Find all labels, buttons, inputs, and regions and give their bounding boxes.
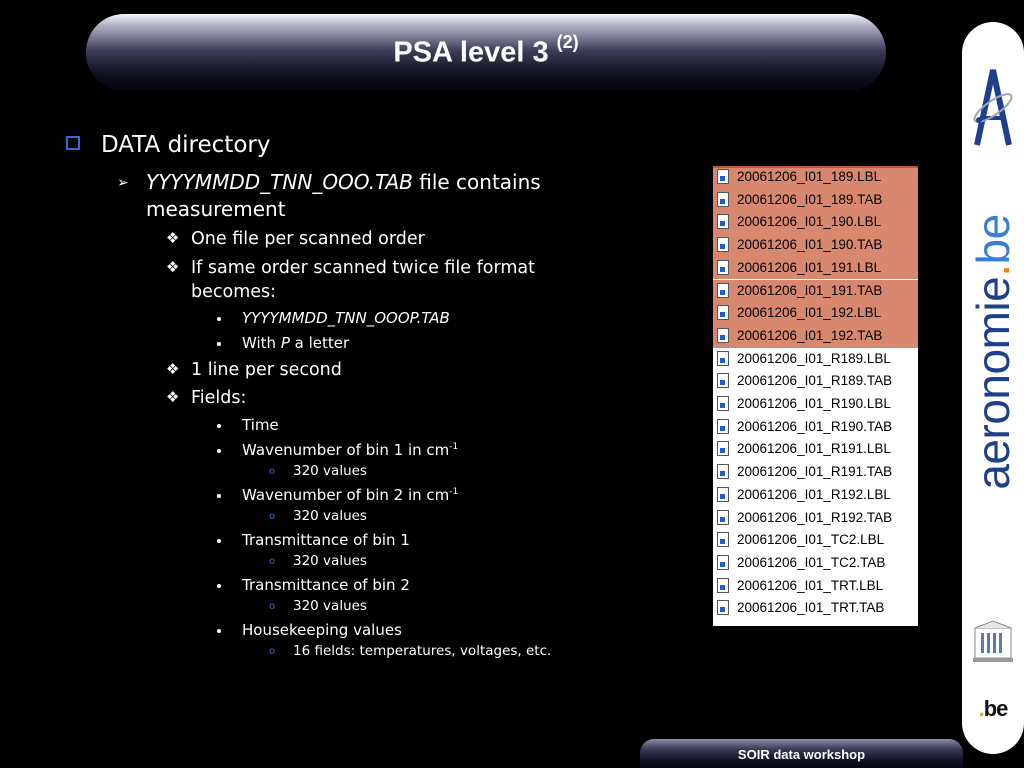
bullet-file-contains-text: file contains bbox=[412, 170, 541, 194]
footer-bar bbox=[640, 739, 963, 768]
title-bar bbox=[86, 14, 886, 91]
bullet-data-directory: DATA directory bbox=[101, 132, 271, 158]
file-list-item[interactable] bbox=[713, 416, 918, 439]
field-wavenumber-bin1 bbox=[242, 441, 458, 459]
diamond-bullet-icon: ❖ bbox=[166, 388, 180, 406]
be-logo bbox=[962, 696, 1024, 722]
file-list-item[interactable] bbox=[713, 507, 918, 530]
circle-bullet-icon: o bbox=[269, 466, 276, 477]
field-wavenumber-bin1-values: 320 values bbox=[293, 463, 367, 479]
circle-bullet-icon: o bbox=[269, 556, 276, 567]
file-icon bbox=[717, 578, 729, 593]
footer-text: SOIR data workshop bbox=[737, 747, 866, 762]
slide-title bbox=[86, 32, 886, 70]
file-list-item[interactable] bbox=[713, 211, 918, 234]
field-transmittance-bin1-values: 320 values bbox=[293, 553, 367, 569]
file-icon bbox=[717, 396, 729, 411]
file-icon bbox=[717, 419, 729, 434]
file-list-item[interactable] bbox=[713, 257, 918, 280]
file-icon bbox=[717, 328, 729, 343]
file-list-item[interactable] bbox=[713, 461, 918, 484]
file-list-item[interactable] bbox=[713, 484, 918, 507]
be-logo-text: be bbox=[983, 696, 1008, 721]
dot-bullet-icon bbox=[217, 449, 221, 453]
file-name: 20061206_I01_TC2.TAB bbox=[737, 554, 886, 570]
brand-sidebar bbox=[962, 22, 1024, 754]
file-name: 20061206_I01_TRT.LBL bbox=[737, 577, 884, 593]
slide-title-text: PSA level 3 bbox=[393, 36, 549, 69]
file-icon bbox=[717, 464, 729, 479]
file-list-item[interactable] bbox=[713, 234, 918, 257]
file-icon bbox=[717, 192, 729, 207]
bullet-oooop-pattern bbox=[242, 309, 450, 327]
bullet-same-order-cont: becomes: bbox=[191, 282, 277, 302]
file-icon bbox=[717, 169, 729, 184]
with-p-pre: With bbox=[242, 334, 281, 352]
file-icon bbox=[717, 532, 729, 547]
file-list bbox=[713, 166, 918, 626]
file-icon bbox=[717, 555, 729, 570]
dot-bullet-icon bbox=[217, 494, 221, 498]
file-name: 20061206_I01_189.TAB bbox=[737, 191, 883, 207]
file-name: 20061206_I01_191.TAB bbox=[737, 282, 883, 298]
diamond-bullet-icon: ❖ bbox=[166, 360, 180, 378]
filename-pattern: YYYYMMDD_TNN_OOO.TAB bbox=[146, 170, 413, 194]
file-icon bbox=[717, 237, 729, 252]
file-list-item[interactable] bbox=[713, 438, 918, 461]
circle-bullet-icon: o bbox=[269, 646, 276, 657]
field-housekeeping-values: 16 fields: temperatures, voltages, etc. bbox=[293, 643, 552, 659]
file-icon bbox=[717, 260, 729, 275]
dot-bullet-icon bbox=[217, 584, 221, 588]
file-list-item[interactable] bbox=[713, 280, 918, 303]
bullet-file-contains bbox=[146, 170, 541, 194]
file-icon bbox=[717, 214, 729, 229]
file-list-item[interactable] bbox=[713, 166, 918, 189]
bullet-line-per-second: 1 line per second bbox=[191, 360, 342, 380]
field-transmittance-bin2: Transmittance of bin 2 bbox=[242, 576, 410, 594]
dot-bullet-icon bbox=[217, 317, 221, 321]
bullet-with-p bbox=[242, 334, 349, 352]
file-icon bbox=[717, 305, 729, 320]
with-p-post: a letter bbox=[289, 334, 350, 352]
file-list-item[interactable] bbox=[713, 302, 918, 325]
file-icon bbox=[717, 510, 729, 525]
file-icon bbox=[717, 351, 729, 366]
dot-bullet-icon bbox=[217, 424, 221, 428]
diamond-bullet-icon: ❖ bbox=[166, 229, 180, 247]
file-list-item[interactable] bbox=[713, 552, 918, 575]
bullet-fields: Fields: bbox=[191, 388, 247, 408]
field-wavenumber-bin2 bbox=[242, 486, 458, 504]
brand-dot: . bbox=[967, 264, 1019, 277]
oooop-pattern-text: YYYYMMDD_TNN_OOOP.TAB bbox=[242, 309, 450, 327]
field-transmittance-bin2-values: 320 values bbox=[293, 598, 367, 614]
arrow-bullet-icon: ➢ bbox=[117, 175, 129, 191]
file-name: 20061206_I01_R190.TAB bbox=[737, 418, 893, 434]
dot-bullet-icon bbox=[217, 629, 221, 633]
file-icon bbox=[717, 600, 729, 615]
file-list-item[interactable] bbox=[713, 597, 918, 620]
file-name: 20061206_I01_189.LBL bbox=[737, 169, 882, 184]
file-name: 20061206_I01_TRT.TAB bbox=[737, 600, 885, 616]
brand-main-text: aeronomie bbox=[967, 276, 1019, 490]
file-list-item[interactable] bbox=[713, 575, 918, 598]
file-name: 20061206_I01_TC2.LBL bbox=[737, 532, 885, 548]
bullet-one-file: One file per scanned order bbox=[191, 229, 425, 249]
file-icon bbox=[717, 373, 729, 388]
brand-suffix-text: be bbox=[967, 214, 1019, 265]
file-list-item[interactable] bbox=[713, 189, 918, 212]
field-wavenumber-bin2-values: 320 values bbox=[293, 508, 367, 524]
circle-bullet-icon: o bbox=[269, 601, 276, 612]
file-list-item[interactable] bbox=[713, 529, 918, 552]
diamond-bullet-icon: ❖ bbox=[166, 258, 180, 276]
file-name: 20061206_I01_190.TAB bbox=[737, 237, 883, 253]
with-p-letter: P bbox=[280, 334, 290, 352]
unit-exponent: -1 bbox=[449, 487, 459, 497]
field-time: Time bbox=[242, 416, 279, 434]
bullet-same-order: If same order scanned twice file format bbox=[191, 258, 536, 278]
circle-bullet-icon: o bbox=[269, 511, 276, 522]
file-name: 20061206_I01_R189.LBL bbox=[737, 350, 891, 366]
aeronomie-logo-icon bbox=[969, 60, 1017, 150]
file-list-item[interactable] bbox=[713, 325, 918, 348]
file-name: 20061206_I01_192.LBL bbox=[737, 305, 882, 321]
file-name: 20061206_I01_190.LBL bbox=[737, 214, 882, 230]
file-name: 20061206_I01_R189.TAB bbox=[737, 373, 893, 389]
file-name: 20061206_I01_R190.LBL bbox=[737, 396, 891, 411]
file-list-item[interactable] bbox=[713, 348, 918, 371]
dot-bullet-icon bbox=[217, 539, 221, 543]
file-name: 20061206_I01_191.LBL bbox=[737, 259, 882, 275]
file-icon bbox=[717, 441, 729, 456]
file-name: 20061206_I01_R192.LBL bbox=[737, 486, 891, 502]
institution-building-icon bbox=[973, 618, 1013, 666]
file-list-item[interactable] bbox=[713, 393, 918, 416]
dot-bullet-icon bbox=[217, 342, 221, 346]
slide-title-superscript: (2) bbox=[556, 32, 579, 52]
file-list-item[interactable] bbox=[713, 370, 918, 393]
field-wavenumber-bin1-text: Wavenumber of bin 1 in cm bbox=[242, 441, 450, 459]
field-transmittance-bin1: Transmittance of bin 1 bbox=[242, 531, 410, 549]
file-name: 20061206_I01_192.TAB bbox=[737, 327, 883, 343]
bullet-file-contains-cont: measurement bbox=[146, 197, 286, 221]
field-wavenumber-bin2-text: Wavenumber of bin 2 in cm bbox=[242, 486, 450, 504]
brand-wordmark bbox=[966, 214, 1020, 489]
file-icon bbox=[717, 487, 729, 502]
checkbox-bullet-icon bbox=[66, 136, 80, 150]
file-name: 20061206_I01_R192.TAB bbox=[737, 509, 893, 525]
unit-exponent: -1 bbox=[449, 442, 459, 452]
file-icon bbox=[717, 283, 729, 298]
be-logo-dot: . bbox=[978, 696, 984, 721]
file-name: 20061206_I01_R191.TAB bbox=[737, 464, 893, 480]
file-name: 20061206_I01_R191.LBL bbox=[737, 441, 891, 457]
field-housekeeping: Housekeeping values bbox=[242, 621, 402, 639]
